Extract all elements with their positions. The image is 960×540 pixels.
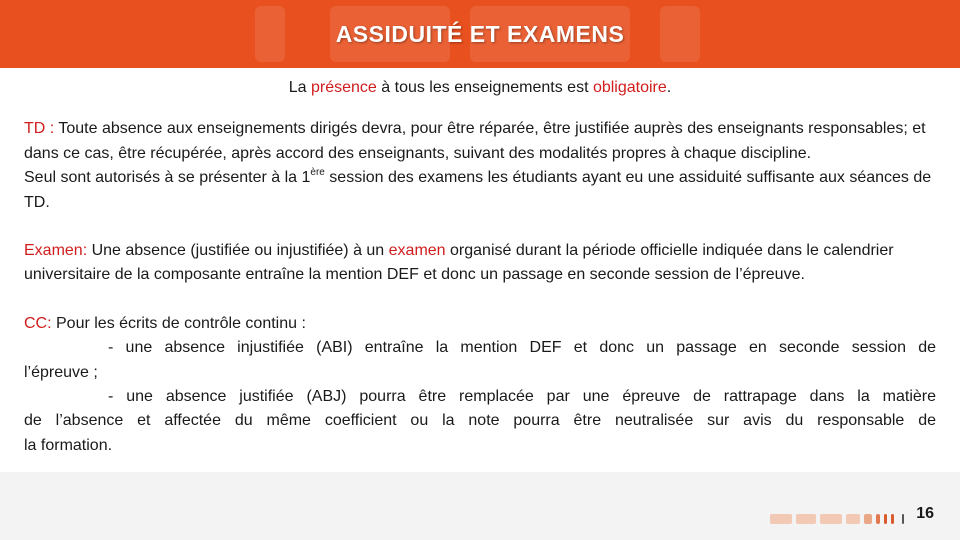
intro-text: à tous les enseignements est	[376, 79, 593, 96]
td-eligibility-text: session des examens les étudiants ayant eu une assiduité suffisante aux séances de TD.	[24, 169, 932, 211]
cc-label: CC:	[24, 314, 52, 332]
td-eligibility	[24, 166, 936, 215]
cc-item-abj: - une absence justifiée (ABJ) pourra être remplacée par une épreuve de rattrapage dans la matière	[108, 388, 936, 406]
slide-title: ASSIDUITÉ ET EXAMENS	[335, 20, 625, 47]
examen-highlight: examen	[388, 242, 446, 260]
cc-item-abi: - une absence injustifiée (ABI) entraîne la mention DEF et donc un passage en seconde session de	[108, 339, 936, 357]
intro-line	[24, 76, 936, 100]
td-body: Toute absence aux enseignements dirigés devra, pour être réparée, être justifiée auprès des enseignants responsables; et dans ce cas, être récupérée, après accord des enseignants, suivant des modalités propres à chaque discipline.	[24, 120, 926, 162]
examen-label: Examen:	[24, 242, 88, 260]
cc-paragraph	[24, 312, 936, 458]
td-label: TD :	[24, 120, 55, 138]
presence-highlight: présence	[311, 79, 377, 96]
td-superscript: ère	[310, 167, 325, 179]
td-paragraph	[24, 117, 936, 215]
cc-intro	[24, 312, 936, 336]
obligatoire-highlight: obligatoire	[592, 79, 667, 96]
slide-body	[24, 76, 936, 458]
td-text	[24, 117, 936, 166]
slide-header	[0, 0, 960, 68]
cc-intro-text: Pour les écrits de contrôle continu :	[51, 314, 306, 332]
cc-item-abj-end: la formation.	[24, 436, 113, 454]
intro-text: La	[288, 79, 311, 96]
cc-item-abj-cont: de l’absence et affectée du même coefficient ou la note pourra être neutralisée sur avis du responsable de	[24, 412, 936, 430]
intro-text: .	[666, 79, 672, 96]
examen-text: organisé durant la période officielle indiquée dans le calendrier universitaire de la composante entraîne la mention DEF et donc un passage en seconde session de l’épreuve.	[24, 242, 894, 284]
examen-paragraph	[24, 239, 936, 288]
page-number: 16	[916, 505, 934, 522]
td-eligibility-text: Seul sont autorisés à se présenter à la 1	[24, 169, 311, 187]
footer-band	[0, 472, 960, 540]
examen-text: Une absence (justifiée ou injustifiée) à un	[87, 242, 389, 260]
cc-item-abi-cont: l’épreuve ;	[24, 363, 98, 381]
